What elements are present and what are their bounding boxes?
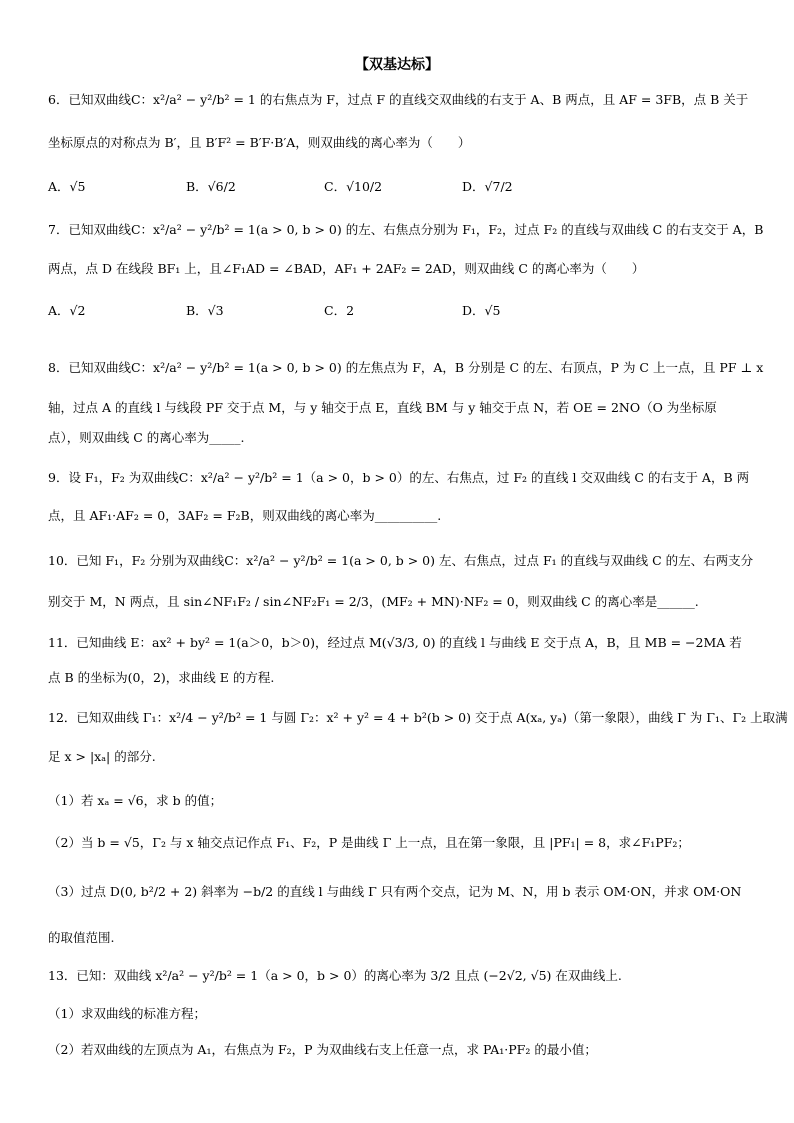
q6-options xyxy=(48,177,748,195)
q7-option-c: C．2 xyxy=(324,303,355,318)
q7-option-b: B．√3 xyxy=(186,303,224,318)
q6-line2: 坐标原点的对称点为 B′，且 B′F² = B′F·B′A，则双曲线的离心率为（ ） xyxy=(48,135,471,150)
q6-option-b: B．√6/2 xyxy=(186,179,236,194)
q12-line2: 足 x > |xₐ| 的部分. xyxy=(48,749,156,764)
q6-option-c: C．√10/2 xyxy=(324,179,383,194)
q8-line2: 轴，过点 A 的直线 l 与线段 PF 交于点 M，与 y 轴交于点 E，直线 BM 与 y 轴交于点 N，若 OE = 2NO（O 为坐标原 xyxy=(48,400,717,415)
q7-option-a: A．√2 xyxy=(48,303,86,318)
q11-line2: 点 B 的坐标为(0，2)，求曲线 E 的方程. xyxy=(48,670,275,685)
q13-line1: 13．已知：双曲线 x²/a² − y²/b² = 1（a > 0，b > 0）的离心率为 3/2 且点 (−2√2, √5) 在双曲线上. xyxy=(48,968,622,983)
q9-line2: 点，且 AF₁·AF₂ = 0，3AF₂ = F₂B，则双曲线的离心率为__________. xyxy=(48,508,442,523)
q8-line3: 点），则双曲线 C 的离心率为_____. xyxy=(48,430,245,445)
q6-option-d: D．√7/2 xyxy=(462,179,513,194)
q12-part1: （1）若 xₐ = √6，求 b 的值； xyxy=(48,793,223,808)
q7-line1: 7．已知双曲线C：x²/a² − y²/b² = 1(a > 0, b > 0) 的左、右焦点分别为 F₁，F₂，过点 F₂ 的直线与双曲线 C 的右支交于 A，B xyxy=(48,222,764,237)
q10-line1: 10．已知 F₁，F₂ 分别为双曲线C：x²/a² − y²/b² = 1(a > 0, b > 0) 左、右焦点，过点 F₁ 的直线与双曲线 C 的左、右两支分 xyxy=(48,553,754,568)
q13-part2: （2）若双曲线的左顶点为 A₁，右焦点为 F₂，P 为双曲线右支上任意一点，求 PA₁·PF₂ 的最小值； xyxy=(48,1042,597,1057)
q12-part3-cont: 的取值范围. xyxy=(48,930,115,945)
section-title: 【双基达标】 xyxy=(355,57,439,73)
q13-part1: （1）求双曲线的标准方程； xyxy=(48,1006,206,1021)
q10-line2: 别交于 M，N 两点，且 sin∠NF₁F₂ / sin∠NF₂F₁ = 2/3，(MF₂ + MN)·NF₂ = 0，则双曲线 C 的离心率是______. xyxy=(48,594,699,609)
q12-part2: （2）当 b = √5，Γ₂ 与 x 轴交点记作点 F₁、F₂，P 是曲线 Γ 上一点，且在第一象限，且 |PF₁| = 8，求∠F₁PF₂； xyxy=(48,835,690,850)
q8-line1: 8．已知双曲线C：x²/a² − y²/b² = 1(a > 0, b > 0) 的左焦点为 F，A，B 分别是 C 的左、右顶点，P 为 C 上一点，且 PF ⊥ x xyxy=(48,360,764,375)
q7-options xyxy=(48,301,748,319)
q11-line1: 11．已知曲线 E：ax² + by² = 1(a＞0，b＞0)，经过点 M(√3/3, 0) 的直线 l 与曲线 E 交于点 A，B，且 MB = −2MA 若 xyxy=(48,635,742,650)
q12-line1: 12．已知双曲线 Γ₁：x²/4 − y²/b² = 1 与圆 Γ₂：x² + y² = 4 + b²(b > 0) 交于点 A(xₐ, yₐ)（第一象限），曲线 Γ 为 Γ₁、Γ₂ 上取满 xyxy=(48,710,788,725)
q7-line2: 两点，点 D 在线段 BF₁ 上，且∠F₁AD = ∠BAD，AF₁ + 2AF₂ = 2AD，则双曲线 C 的离心率为（ ） xyxy=(48,261,645,276)
q6-option-a: A．√5 xyxy=(48,179,86,194)
q6-line1: 6．已知双曲线C：x²/a² − y²/b² = 1 的右焦点为 F，过点 F 的直线交双曲线的右支于 A、B 两点，且 AF = 3FB，点 B 关于 xyxy=(48,92,749,107)
q7-option-d: D．√5 xyxy=(462,303,501,318)
q12-part3: （3）过点 D(0, b²/2 + 2) 斜率为 −b/2 的直线 l 与曲线 Γ 只有两个交点，记为 M、N，用 b 表示 OM·ON，并求 OM·ON xyxy=(48,884,742,899)
q9-line1: 9．设 F₁，F₂ 为双曲线C：x²/a² − y²/b² = 1（a > 0，b > 0）的左、右焦点，过 F₂ 的直线 l 交双曲线 C 的右支于 A，B 两 xyxy=(48,470,750,485)
